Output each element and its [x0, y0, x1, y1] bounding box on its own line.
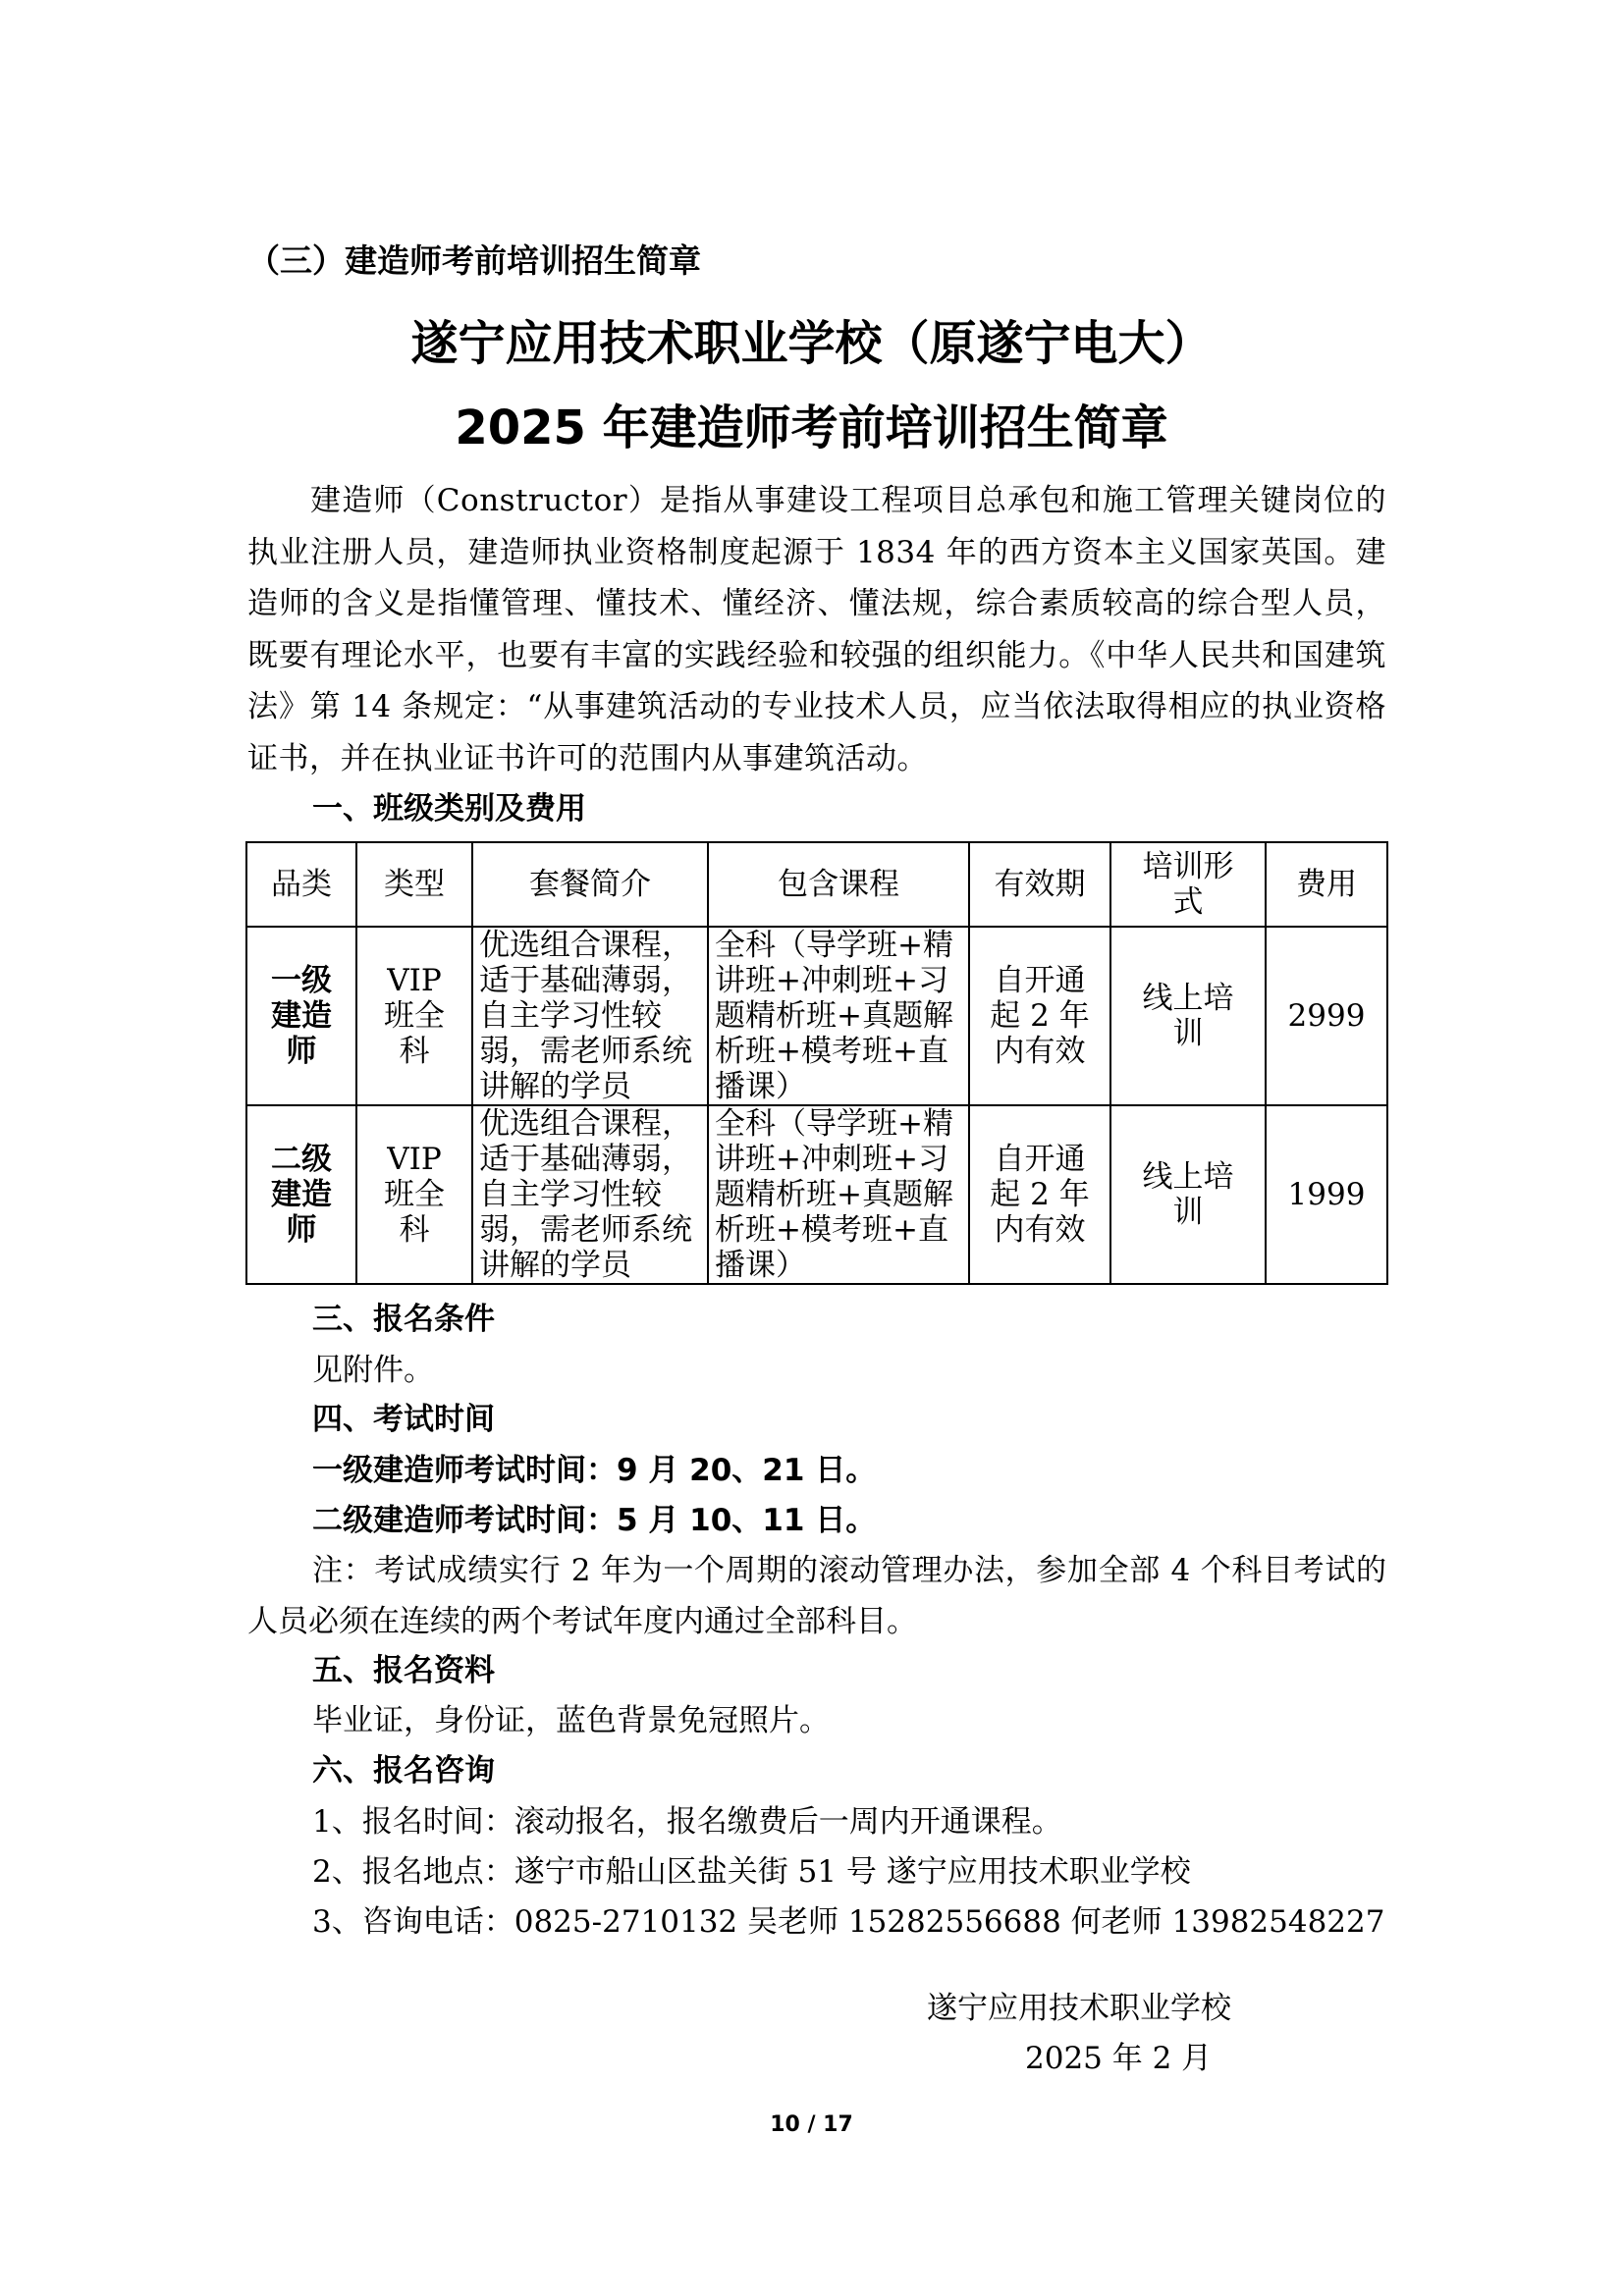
type-cell: VIP 班全科	[356, 1105, 472, 1284]
section6-heading: 六、报名咨询	[312, 1753, 495, 1789]
fee-table	[245, 841, 1388, 1285]
section1-heading: 一、班级类别及费用	[312, 791, 586, 827]
signature-org: 遂宁应用技术职业学校	[927, 1991, 1231, 2026]
validity-cell: 自开通起 2 年内有效	[969, 927, 1110, 1105]
document-title-line-1: 遂宁应用技术职业学校（原遂宁电大）	[410, 316, 1213, 371]
table-header-cell: 品类	[246, 842, 356, 927]
type-cell: VIP 班全科	[356, 927, 472, 1105]
table-header-cell: 费用	[1266, 842, 1387, 927]
section-label: （三）建造师考前培训招生简章	[247, 241, 701, 280]
table-header-row	[246, 842, 1387, 927]
consult-item-3: 3、咨询电话：0825-2710132 吴老师 15282556688 何老师 13982548227	[312, 1904, 1385, 1940]
exam-time-1: 一级建造师考试时间：9 月 20、21 日。	[312, 1453, 877, 1488]
exam-note: 注：考试成绩实行 2 年为一个周期的滚动管理办法，参加全部 4 个科目考试的人员必须在连续的两个考试年度内通过全部科目。	[247, 1553, 1386, 1639]
table-row	[246, 1105, 1387, 1284]
page-number: 10 / 17	[770, 2112, 853, 2137]
section3-heading: 三、报名条件	[312, 1302, 495, 1337]
table-row	[246, 927, 1387, 1105]
category-cell: 二级建造师	[246, 1105, 356, 1284]
fee-cell: 1999	[1266, 1105, 1387, 1284]
signature-date: 2025 年 2 月	[1025, 2041, 1213, 2076]
section3-text: 见附件。	[312, 1353, 434, 1388]
table-header-cell: 培训形式	[1110, 842, 1266, 927]
table-header-cell: 类型	[356, 842, 472, 927]
section4-heading: 四、考试时间	[312, 1402, 495, 1437]
courses-cell: 全科（导学班+精讲班+冲刺班+习题精析班+真题解析班+模考班+直播课）	[708, 1105, 969, 1284]
intro-paragraph: 建造师（Constructor）是指从事建设工程项目总承包和施工管理关键岗位的执业注册人员，建造师执业资格制度起源于 1834 年的西方资本主义国家英国。建造师的含义是指懂管理、懂技术、懂经济、懂法规，综合素质较高的综合型人员，既要有理论水平，也要有丰富的实践经验和较强的组织能力。《中华人民共和国建筑法》第 14 条规定：“从事建筑活动的专业技术人员，应当依法取得相应的执业资格证书，并在执业证书许可的范围内从事建筑活动。	[247, 483, 1386, 776]
table-header-cell: 套餐简介	[472, 842, 708, 927]
format-cell: 线上培训	[1110, 927, 1266, 1105]
section5-heading: 五、报名资料	[312, 1653, 495, 1688]
consult-item-2: 2、报名地点：遂宁市船山区盐关街 51 号 遂宁应用技术职业学校	[312, 1854, 1191, 1890]
fee-cell: 2999	[1266, 927, 1387, 1105]
validity-cell: 自开通起 2 年内有效	[969, 1105, 1110, 1284]
section5-text: 毕业证，身份证，蓝色背景免冠照片。	[312, 1703, 830, 1738]
format-cell: 线上培训	[1110, 1105, 1266, 1284]
courses-cell: 全科（导学班+精讲班+冲刺班+习题精析班+真题解析班+模考班+直播课）	[708, 927, 969, 1105]
consult-item-1: 1、报名时间：滚动报名，报名缴费后一周内开通课程。	[312, 1804, 1062, 1840]
table-header-cell: 包含课程	[708, 842, 969, 927]
document-title-line-2: 2025 年建造师考前培训招生简章	[455, 400, 1168, 455]
exam-time-2: 二级建造师考试时间：5 月 10、11 日。	[312, 1503, 877, 1538]
package-intro-cell: 优选组合课程，适于基础薄弱，自主学习性较弱，需老师系统讲解的学员	[472, 1105, 708, 1284]
category-cell: 一级建造师	[246, 927, 356, 1105]
package-intro-cell: 优选组合课程，适于基础薄弱，自主学习性较弱，需老师系统讲解的学员	[472, 927, 708, 1105]
table-header-cell: 有效期	[969, 842, 1110, 927]
